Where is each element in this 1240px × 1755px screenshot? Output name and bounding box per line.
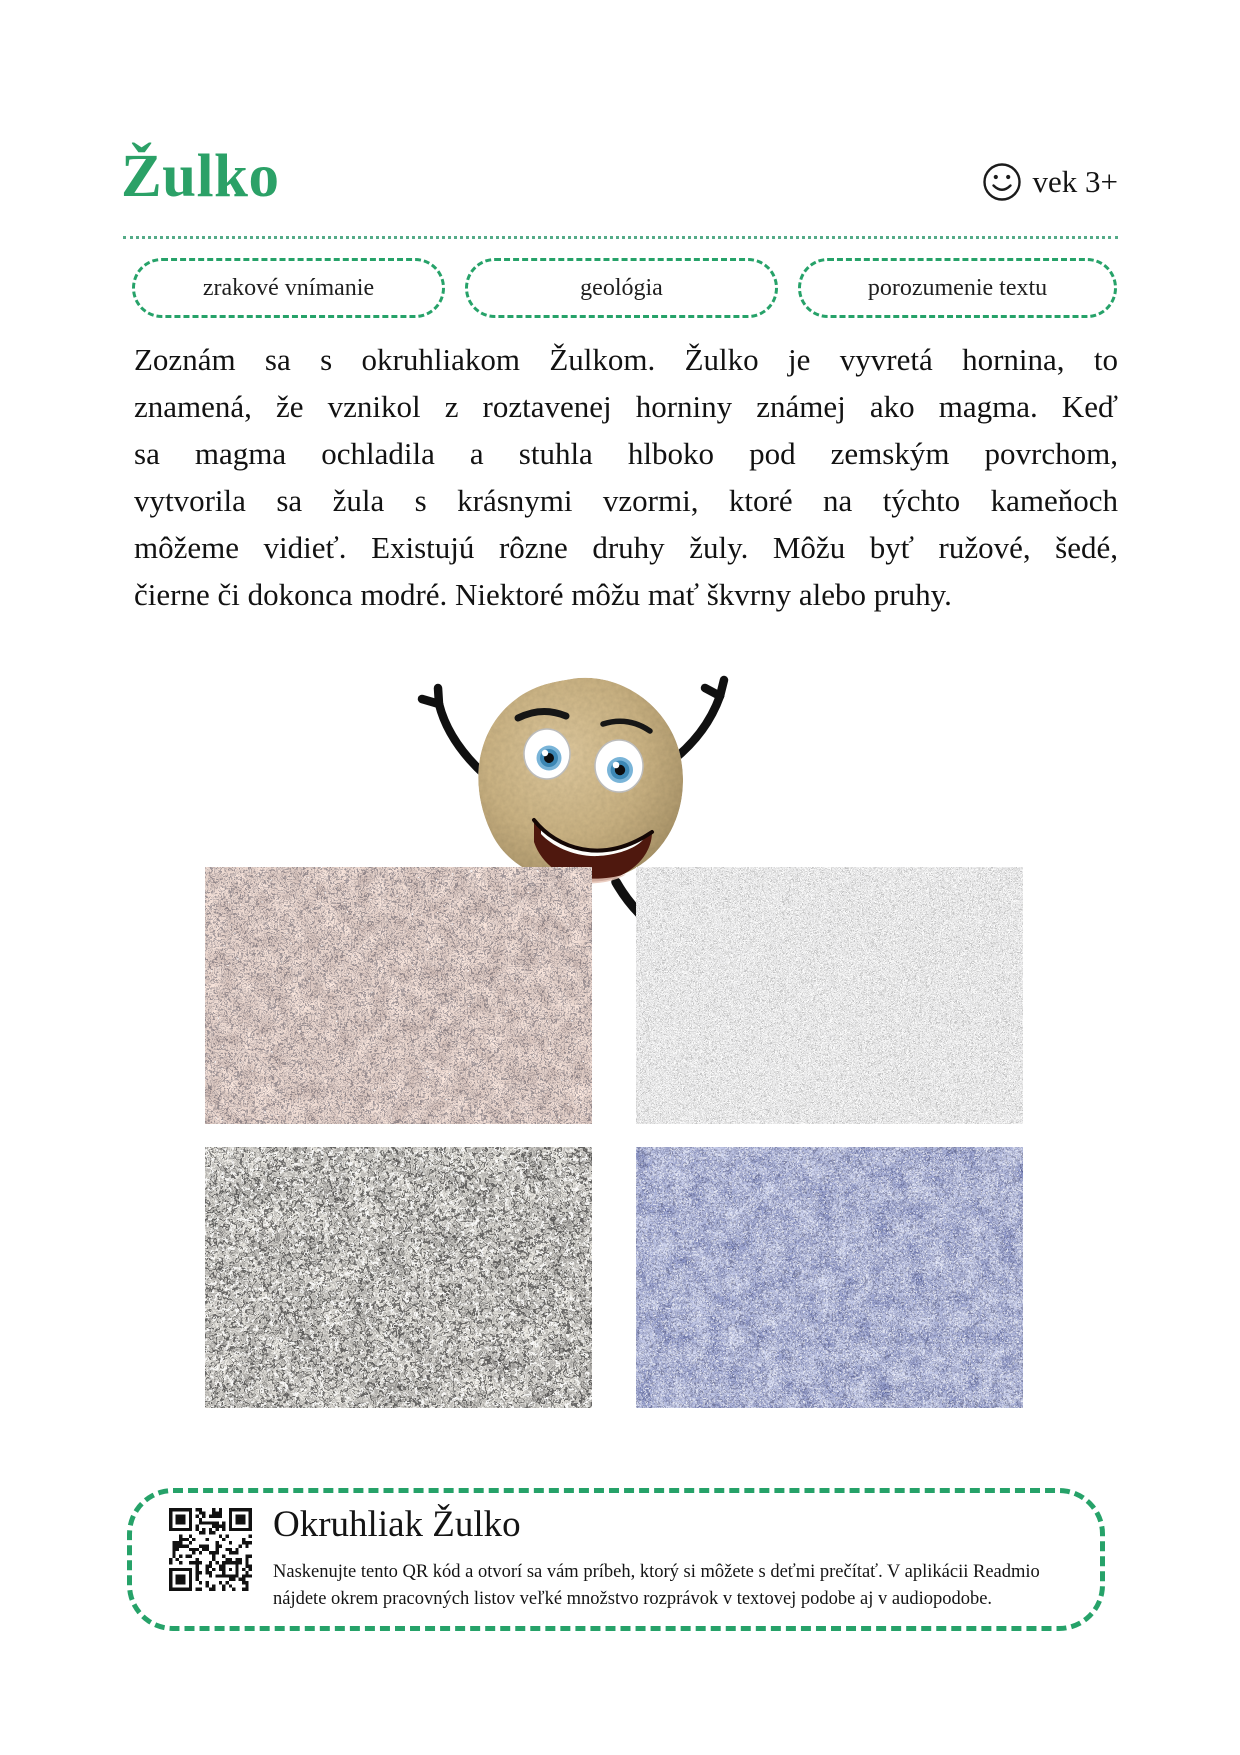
age-label: vek 3+	[1032, 164, 1118, 199]
story-description	[273, 1559, 1040, 1613]
grey-granite-photo	[636, 867, 1023, 1124]
paragraph-line: môžeme vidieť. Existujú rôzne druhy žuly. Môžu byť ružové, šedé,	[134, 530, 1118, 565]
tag-pill-porozumenie-textu	[798, 258, 1117, 318]
qr-code	[169, 1508, 252, 1591]
paragraph-line: znamená, že vznikol z roztavenej horniny známej ako magma. Keď	[134, 389, 1118, 424]
age-badge	[982, 162, 1119, 202]
paragraph-line: vytvorila sa žula s krásnymi vzormi, ktoré na týchto kameňoch	[134, 483, 1118, 518]
tag-row	[132, 258, 1117, 318]
tag-pill-geologia	[465, 258, 778, 318]
story-box	[127, 1488, 1105, 1631]
intro-paragraph	[134, 336, 1118, 618]
story-description-line: nájdete okrem pracovných listov veľké množstvo rozprávok v textovej podobe aj v audiopodobe.	[273, 1589, 993, 1609]
page-title: Žulko	[121, 143, 280, 210]
story-description-line: Naskenujte tento QR kód a otvorí sa vám príbeh, ktorý si môžete s deťmi prečítať. V aplikácii Readmio	[273, 1562, 1040, 1582]
granite-photo-grid	[205, 867, 1023, 1408]
paragraph-line: čierne či dokonca modré. Niektoré môžu mať škvrny alebo pruhy.	[134, 577, 952, 612]
pink-granite-photo	[205, 867, 592, 1124]
smiley-icon	[982, 162, 1022, 202]
spotted-granite-photo	[205, 1147, 592, 1408]
tag-label: geológia	[580, 274, 663, 301]
story-title: Okruhliak Žulko	[273, 1504, 521, 1545]
dotted-separator	[123, 236, 1118, 239]
paragraph-line: Zoznám sa s okruhliakom Žulkom. Žulko je vyvretá hornina, to	[134, 342, 1118, 377]
tag-label: zrakové vnímanie	[202, 274, 375, 301]
tag-pill-zrakove-vnimanie	[132, 258, 445, 318]
tag-label: porozumenie textu	[867, 274, 1048, 301]
blue-granite-photo	[636, 1147, 1023, 1408]
paragraph-line: sa magma ochladila a stuhla hlboko pod zemským povrchom,	[134, 436, 1118, 471]
